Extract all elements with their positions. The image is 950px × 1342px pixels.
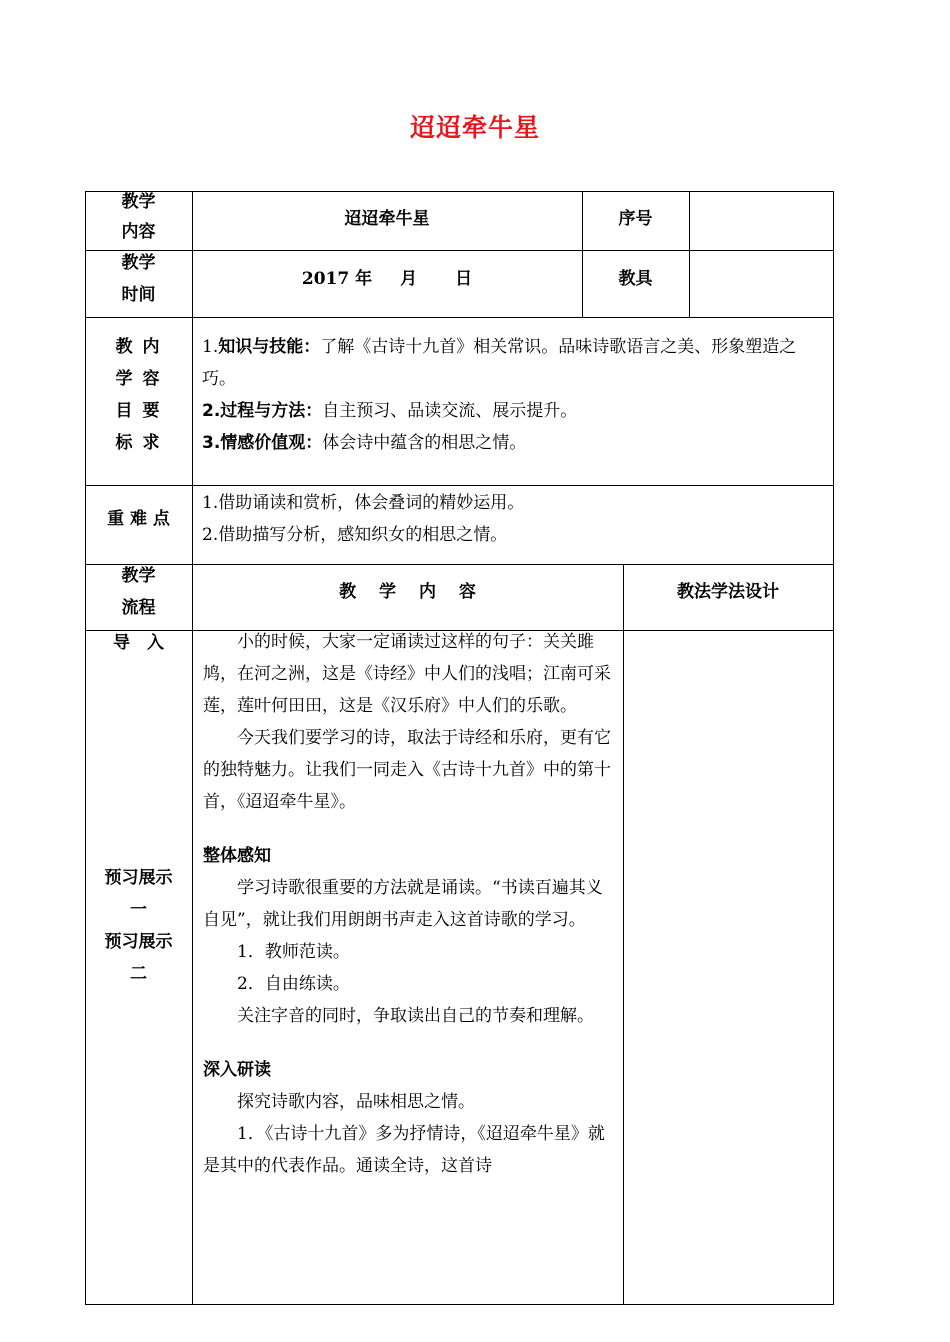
spacer — [203, 818, 615, 840]
teaching-content-value: 迢迢牵牛星 — [344, 209, 430, 229]
label-serial-number: 序号 — [618, 209, 653, 229]
table-border-top — [85, 191, 834, 192]
overall-paragraph-2: 关注字音的同时，争取读出自己的节奏和理解。 — [237, 1006, 594, 1026]
objectives-content — [202, 331, 828, 459]
intro-paragraph-1: 小的时候，大家一定诵读过这样的句子：关关雎鸠，在河之洲，这是《诗经》中人们的浅唱；江南可采莲，莲叶何田田，这是《汉乐府》中人们的乐歌。 — [203, 632, 611, 716]
date-day: 日 — [455, 269, 473, 289]
section-heading-deep-study: 深入研读 — [203, 1060, 271, 1080]
overall-step-2: 2．自由练读。 — [237, 974, 350, 994]
flow-content — [203, 626, 615, 1182]
key-points-content — [202, 487, 828, 551]
row-divider-3 — [85, 485, 834, 486]
date-month: 月 — [400, 269, 418, 289]
intro-paragraph-2: 今天我们要学习的诗，取法于诗经和乐府，更有它的独特魅力。让我们一同走入《古诗十九首》中的第十首，《迢迢牵牛星》。 — [203, 728, 611, 812]
objective-3: 3.情感价值观：体会诗中蕴含的相思之情。 — [202, 433, 527, 453]
date-year: 2017 年 — [301, 269, 373, 289]
spacer — [203, 1032, 615, 1054]
row-divider-2 — [85, 317, 834, 318]
key-point-1: 1.借助诵读和赏析，体会叠词的精妙运用。 — [202, 493, 525, 513]
section-heading-overall: 整体感知 — [203, 846, 271, 866]
col-header-method-design: 教法学法设计 — [677, 582, 779, 602]
col-header-teaching-content: 教 学 内 容 — [339, 582, 476, 602]
overall-paragraph-1: 学习诗歌很重要的方法就是诵读。“书读百遍其义自见”，就让我们用朗朗书声走入这首诗歌的学习。 — [203, 878, 603, 930]
key-point-2: 2.借助描写分析，感知织女的相思之情。 — [202, 525, 508, 545]
col-divider-label — [192, 191, 193, 1305]
stage-preview-2: 预习展示 二 — [104, 932, 173, 984]
label-key-points: 重 难 点 — [107, 509, 170, 529]
objective-2: 2.过程与方法：自主预习、品读交流、展示提升。 — [202, 401, 578, 421]
col-divider-flow — [623, 564, 624, 1305]
label-teaching-flow: 教学 流程 — [121, 566, 156, 618]
overall-step-1: 1．教师范读。 — [237, 942, 350, 962]
objective-1: 1.知识与技能：了解《古诗十九首》相关常识。品味诗歌语言之美、形象塑造之巧。 — [202, 337, 797, 389]
table-border-right — [833, 191, 834, 1305]
label-teaching-aids: 教具 — [618, 269, 653, 289]
table-border-bottom — [85, 1304, 834, 1305]
teaching-date — [192, 263, 582, 295]
document-title: 迢迢牵牛星 — [409, 113, 540, 142]
deep-study-paragraph-1: 探究诗歌内容，品味相思之情。 — [237, 1092, 475, 1112]
col-divider-header-b — [689, 191, 690, 318]
stage-preview-1: 预习展示 一 — [104, 868, 173, 920]
row-divider-1 — [85, 250, 834, 251]
label-teaching-time: 教学 时间 — [121, 253, 156, 305]
deep-study-paragraph-2: 1．《古诗十九首》多为抒情诗，《迢迢牵牛星》就是其中的代表作品。通读全诗，这首诗 — [203, 1124, 605, 1176]
stage-intro: 导 入 — [113, 633, 164, 653]
row-divider-4 — [85, 564, 834, 565]
label-teaching-content: 教学 内容 — [121, 192, 156, 242]
label-objectives: 教 内 学 容 目 要 标 求 — [115, 337, 162, 453]
